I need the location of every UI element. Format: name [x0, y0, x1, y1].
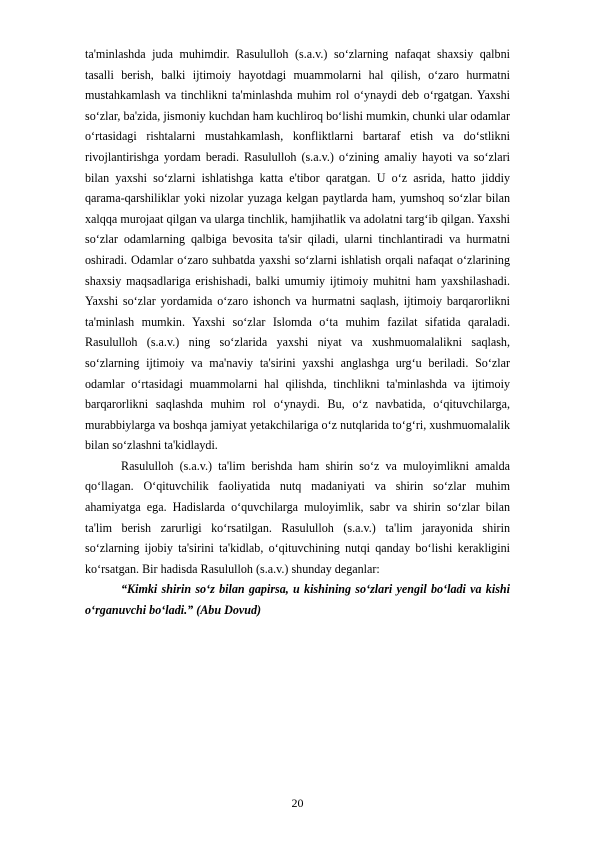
page-number: 20 — [291, 796, 304, 810]
paragraph-teaching: Rasululloh (s.a.v.) ta'lim berishda ham shirin so‘z va muloyimlikni amalda qo‘llagan. O‘qituvchilik faoliyatida nutq madaniyati va shirin so‘zlar muhim ahamiyatga ega. Hadislarda o‘quvchilarga muloyimlik, sabr va shirin so‘zlar bilan ta'lim berish zarurligi ko‘rsatilgan. Rasululloh (s.a.v.) ta'lim jarayonida shirin so‘zlarning ijobiy ta'sirini ta'kidlab, o‘qituvchining nutqi qanday bo‘lishi kerakligini ko‘rsatgan. Bir hadisda Rasululloh (s.a.v.) shunday deganlar: — [85, 458, 510, 576]
page-body — [85, 44, 510, 621]
paragraph-continued: ta'minlashda juda muhimdir. Rasululloh (s.a.v.) so‘zlarning nafaqat shaxsiy qalbni tasalli berish, balki ijtimoiy hayotdagi muammolarni hal qilish, o‘zaro hurmatni mustahkamlash va tinchlikni ta'minlashda muhim rol o‘ynaydi deb o‘rgatgan. Yaxshi so‘zlar, ba'zida, jismoniy kuchdan ham kuchliroq bo‘lishi mumkin, chunki ular odamlar o‘rtasidagi rishtalarni mustahkamlash, konfliktlarni bartaraf etish va do‘stlikni rivojlantirishga yordam beradi. Rasululloh (s.a.v.) o‘zining amaliy hayoti va so‘zlari bilan yaxshi so‘zlarni ishlatishga katta e'tibor qaratgan. U o‘z asrida, hatto jiddiy qarama-qarshiliklar yoki nizolar yuzaga kelgan paytlarda ham, yumshoq so‘zlar bilan xalqqa murojaat qilgan va ularga tinchlik, hamjihatlik va adolatni targ‘ib qilgan. Yaxshi so‘zlar odamlarning qalbiga bevosita ta'sir qiladi, ularni tinchlantiradi va hurmatni oshiradi. Odamlar o‘zaro suhbatda yaxshi so‘zlarni ishlatish orqali nafaqat o‘zlarining shaxsiy maqsadlariga erishishadi, balki umumiy ijtimoiy muhitni ham yaxshilashadi. Yaxshi so‘zlar yordamida o‘zaro ishonch va hurmatni saqlash, ijtimoiy barqarorlikni ta'minlash mumkin. Yaxshi so‘zlar Islomda o‘ta muhim fazilat sifatida qaraladi. Rasululloh (s.a.v.) ning so‘zlarida yaxshi niyat va xushmuomalalikni saqlash, so‘zlarning ijtimoiy va ma'naviy ta'sirini yaxshi anglashga urg‘u beriladi. So‘zlar odamlar o‘rtasidagi muammolarni hal qilishda, tinchlikni ta'minlashda va ijtimoiy barqarorlikni saqlashda muhim rol o‘ynaydi. Bu, o‘z navbatida, o‘qituvchilarga, murabbiylarga va boshqa jamiyat yetakchilariga o‘z nutqlarida to‘g‘ri, xushmuomalalik bilan so‘zlashni ta'kidlaydi. — [85, 47, 510, 453]
hadith-quote: “Kimki shirin so‘z bilan gapirsa, u kishining so‘zlari yengil bo‘ladi va kishi o‘rganuvchi bo‘ladi.” (Abu Dovud) — [85, 582, 510, 618]
